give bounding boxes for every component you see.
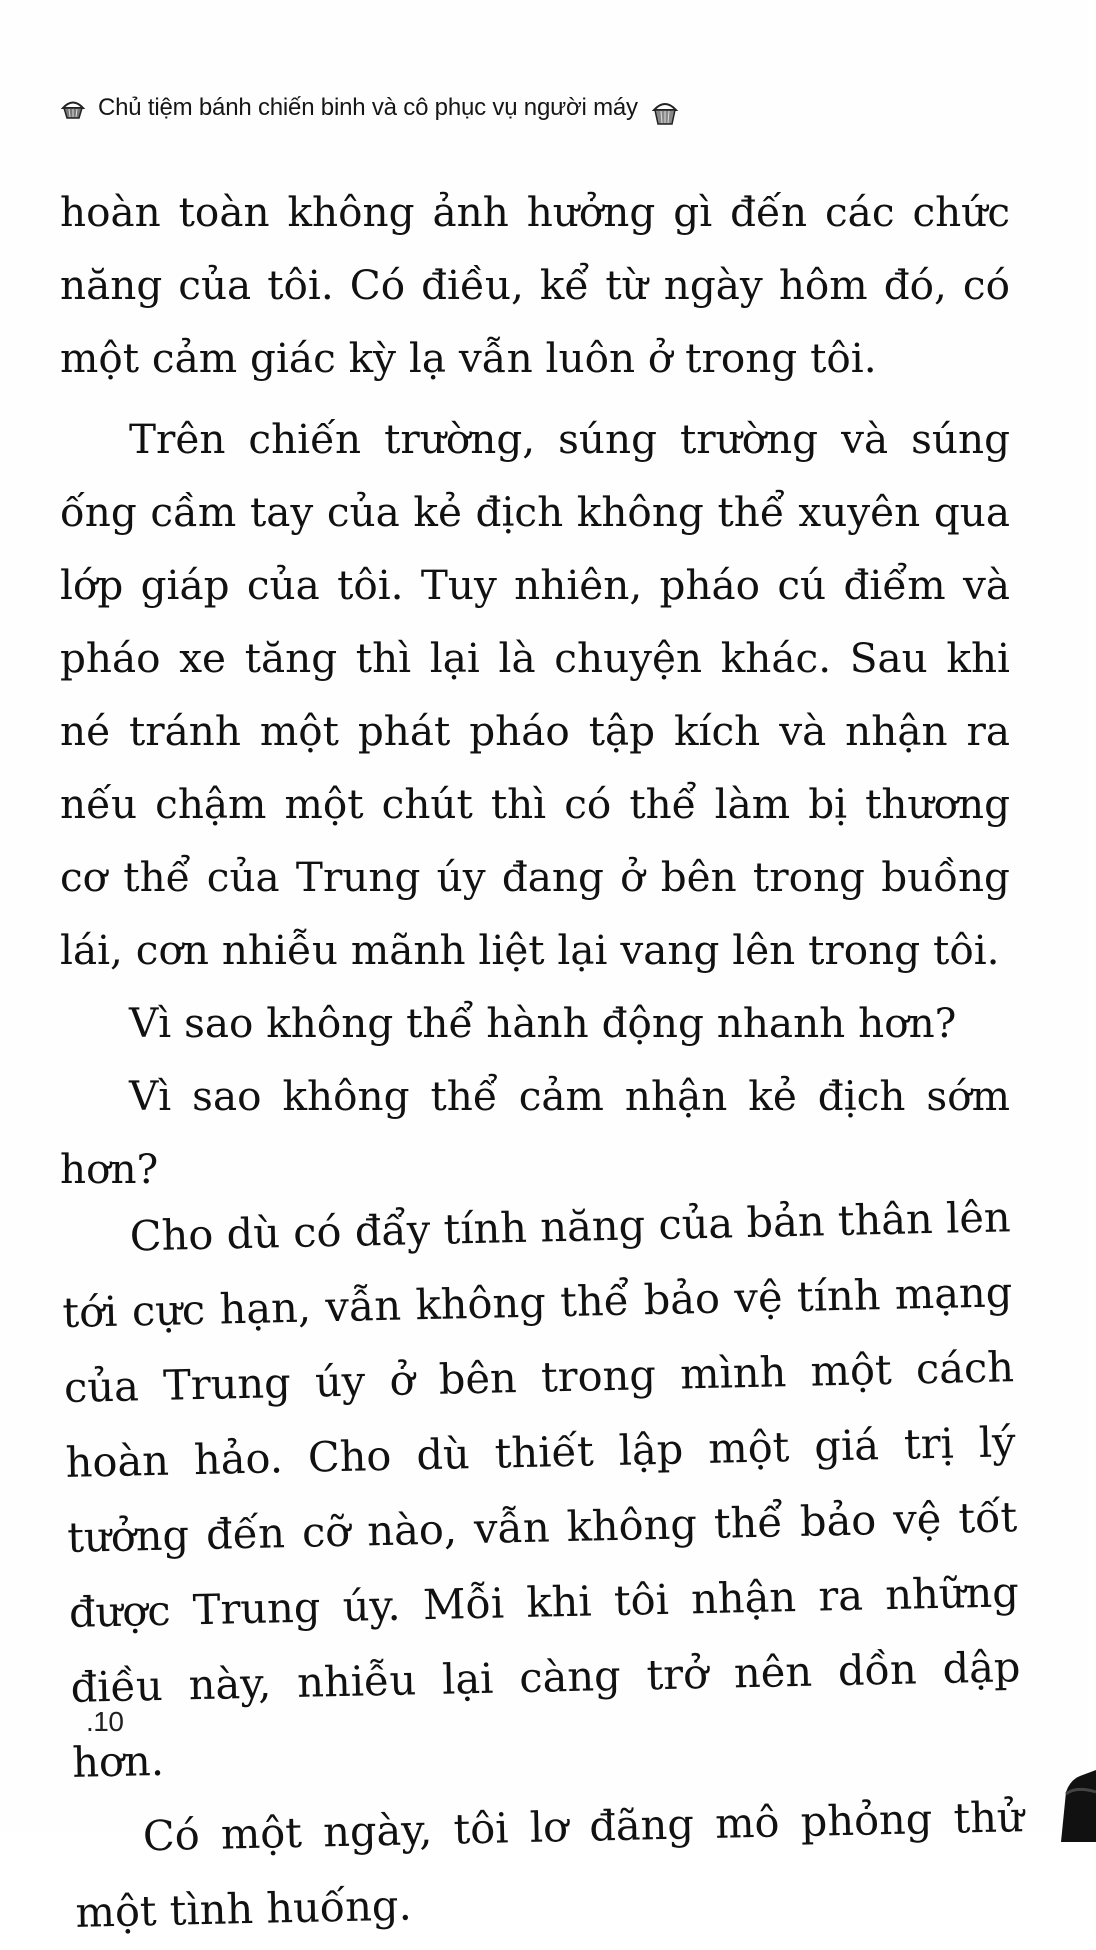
cupcake-icon <box>60 96 86 120</box>
paragraph: Vì sao không thể hành động nhanh hơn? <box>129 999 957 1047</box>
running-title: Chủ tiệm bánh chiến binh và cô phục vụ người máy <box>98 94 638 121</box>
running-head <box>60 86 840 130</box>
page-number: .10 <box>86 1706 124 1737</box>
paragraph: Trên chiến trường, súng trường và súng ống cầm tay của kẻ địch không thể xuyên qua lớp giáp của tôi. Tuy nhiên, pháo cú điểm và pháo xe tăng thì lại là chuyện khác. Sau khi né tránh một phát pháo tập kích và nhận ra nếu chậm một chút thì có thể làm bị thương cơ thể của Trung úy đang ở bên trong buồng lái, cơn nhiễu mãnh liệt lại vang lên trong tôi. <box>60 415 1010 974</box>
paragraph: hoàn toàn không ảnh hưởng gì đến các chức năng của tôi. Có điều, kể từ ngày hôm đó, có một cảm giác kỳ lạ vẫn luôn ở trong tôi. <box>60 188 1010 382</box>
curved-text-block <box>60 1179 1026 1950</box>
cupcake-icon <box>650 96 680 130</box>
paragraph: Cho dù có đẩy tính năng của bản thân lên tới cực hạn, vẫn không thể bảo vệ tính mạng của Trung úy ở bên trong mình một cách hoàn hảo. Cho dù thiết lập một giá trị lý tưởng đến cỡ nào, vẫn không thể bảo vệ tốt được Trung úy. Mỗi khi tôi nhận ra những điều này, nhiễu lại càng trở nên dồn dập hơn. <box>61 1192 1021 1787</box>
body-text <box>60 176 1025 1950</box>
page-corner-shadow <box>1006 1722 1096 1842</box>
paragraph: Vì sao không thể cảm nhận kẻ địch sớm hơn? <box>60 1072 1010 1193</box>
paragraph: Có một ngày, tôi lơ đãng mô phỏng thử một tình huống. <box>75 1792 1025 1937</box>
